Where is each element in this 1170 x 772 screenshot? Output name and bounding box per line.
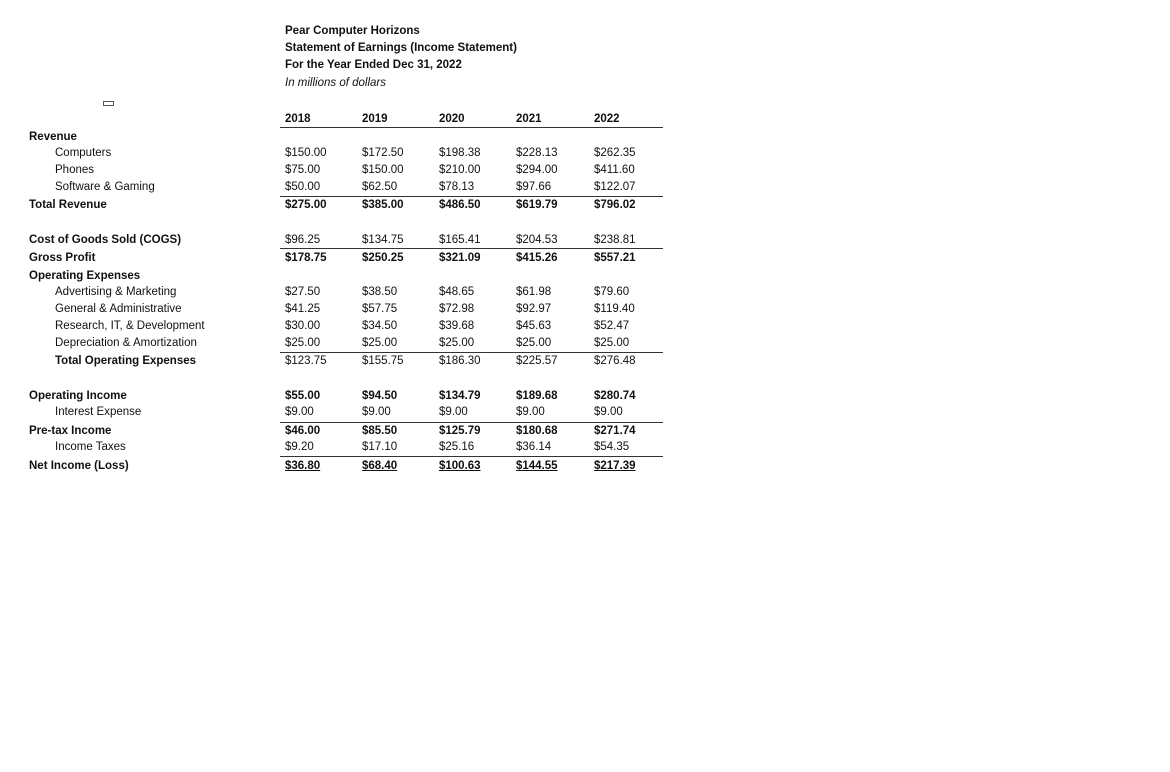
cell-interest-expense-2020: $9.00: [439, 406, 468, 418]
cell-gross-profit-2018: $178.75: [285, 252, 327, 264]
row-label-income-taxes: Income Taxes: [55, 441, 126, 453]
cell-net-income-loss-2021: $144.55: [516, 460, 558, 472]
cell-income-taxes-2021: $36.14: [516, 441, 552, 453]
cell-pre-tax-income-2018: $46.00: [285, 425, 321, 437]
cell-operating-income-2019: $94.50: [362, 390, 398, 402]
rule-above-gross-profit: [280, 248, 663, 249]
cell-total-operating-expenses-2018: $123.75: [285, 355, 327, 367]
cell-phones-2018: $75.00: [285, 164, 321, 176]
cell-net-income-loss-2018: $36.80: [285, 460, 321, 472]
rule-above-net-income-loss: [280, 456, 663, 457]
cell-total-revenue-2020: $486.50: [439, 199, 481, 211]
cell-cost-of-goods-sold-cogs-2022: $238.81: [594, 234, 636, 246]
cell-net-income-loss-2019: $68.40: [362, 460, 398, 472]
cell-total-operating-expenses-2022: $276.48: [594, 355, 636, 367]
cell-advertising-marketing-2022: $79.60: [594, 286, 630, 298]
cell-gross-profit-2021: $415.26: [516, 252, 558, 264]
cell-research-it-development-2019: $34.50: [362, 320, 398, 332]
units-label: In millions of dollars: [285, 77, 386, 89]
statement-title: Statement of Earnings (Income Statement): [285, 42, 517, 54]
cell-phones-2020: $210.00: [439, 164, 481, 176]
header-rule: [280, 127, 663, 128]
row-label-operating-income: Operating Income: [29, 390, 127, 402]
row-label-cost-of-goods-sold-cogs: Cost of Goods Sold (COGS): [29, 234, 182, 246]
year-header-2022: 2022: [594, 113, 620, 125]
row-label-operating-expenses: Operating Expenses: [29, 270, 141, 282]
row-label-total-revenue: Total Revenue: [29, 199, 107, 211]
cell-cost-of-goods-sold-cogs-2020: $165.41: [439, 234, 481, 246]
cell-advertising-marketing-2020: $48.65: [439, 286, 475, 298]
cell-general-administrative-2021: $92.97: [516, 303, 552, 315]
cell-income-taxes-2022: $54.35: [594, 441, 630, 453]
year-header-2018: 2018: [285, 113, 311, 125]
cell-cost-of-goods-sold-cogs-2018: $96.25: [285, 234, 321, 246]
cell-computers-2018: $150.00: [285, 147, 327, 159]
cell-phones-2022: $411.60: [594, 164, 635, 176]
cell-research-it-development-2022: $52.47: [594, 320, 630, 332]
cell-pre-tax-income-2022: $271.74: [594, 425, 636, 437]
cell-total-revenue-2022: $796.02: [594, 199, 636, 211]
row-label-pre-tax-income: Pre-tax Income: [29, 425, 112, 437]
cell-depreciation-amortization-2022: $25.00: [594, 337, 630, 349]
cell-advertising-marketing-2021: $61.98: [516, 286, 552, 298]
row-label-net-income-loss: Net Income (Loss): [29, 460, 129, 472]
row-label-gross-profit: Gross Profit: [29, 252, 96, 264]
cell-net-income-loss-2022: $217.39: [594, 460, 636, 472]
cell-operating-income-2022: $280.74: [594, 390, 636, 402]
cell-operating-income-2021: $189.68: [516, 390, 558, 402]
row-label-revenue: Revenue: [29, 131, 77, 143]
row-label-advertising-marketing: Advertising & Marketing: [55, 286, 177, 298]
year-header-2019: 2019: [362, 113, 388, 125]
cell-gross-profit-2019: $250.25: [362, 252, 404, 264]
cell-interest-expense-2019: $9.00: [362, 406, 391, 418]
cell-software-gaming-2019: $62.50: [362, 181, 398, 193]
cell-cost-of-goods-sold-cogs-2019: $134.75: [362, 234, 404, 246]
cell-computers-2020: $198.38: [439, 147, 481, 159]
cell-computers-2019: $172.50: [362, 147, 404, 159]
row-label-software-gaming: Software & Gaming: [55, 181, 155, 193]
cell-software-gaming-2020: $78.13: [439, 181, 475, 193]
row-label-interest-expense: Interest Expense: [55, 406, 142, 418]
row-label-total-operating-expenses: Total Operating Expenses: [55, 355, 197, 367]
cell-total-operating-expenses-2019: $155.75: [362, 355, 404, 367]
cell-computers-2022: $262.35: [594, 147, 636, 159]
cell-depreciation-amortization-2021: $25.00: [516, 337, 552, 349]
cell-general-administrative-2019: $57.75: [362, 303, 398, 315]
company-name: Pear Computer Horizons: [285, 25, 420, 37]
cell-computers-2021: $228.13: [516, 147, 558, 159]
cell-software-gaming-2018: $50.00: [285, 181, 321, 193]
cell-interest-expense-2018: $9.00: [285, 406, 314, 418]
cell-pre-tax-income-2021: $180.68: [516, 425, 558, 437]
cell-depreciation-amortization-2020: $25.00: [439, 337, 475, 349]
cell-gross-profit-2022: $557.21: [594, 252, 636, 264]
cell-research-it-development-2018: $30.00: [285, 320, 321, 332]
cell-general-administrative-2018: $41.25: [285, 303, 321, 315]
cell-general-administrative-2020: $72.98: [439, 303, 475, 315]
row-label-depreciation-amortization: Depreciation & Amortization: [55, 337, 197, 349]
year-header-2020: 2020: [439, 113, 465, 125]
cell-total-revenue-2019: $385.00: [362, 199, 404, 211]
cell-total-revenue-2018: $275.00: [285, 199, 327, 211]
cell-operating-income-2018: $55.00: [285, 390, 321, 402]
rule-above-total-operating-expenses: [280, 352, 663, 353]
year-header-2021: 2021: [516, 113, 542, 125]
cell-income-taxes-2020: $25.16: [439, 441, 475, 453]
row-label-phones: Phones: [55, 164, 95, 176]
cell-income-taxes-2019: $17.10: [362, 441, 398, 453]
cell-general-administrative-2022: $119.40: [594, 303, 635, 315]
cell-advertising-marketing-2019: $38.50: [362, 286, 398, 298]
cell-income-taxes-2018: $9.20: [285, 441, 314, 453]
cell-marker-icon: [103, 101, 114, 106]
rule-above-total-revenue: [280, 196, 663, 197]
cell-research-it-development-2021: $45.63: [516, 320, 552, 332]
cell-total-operating-expenses-2020: $186.30: [439, 355, 481, 367]
cell-advertising-marketing-2018: $27.50: [285, 286, 321, 298]
cell-depreciation-amortization-2019: $25.00: [362, 337, 398, 349]
cell-pre-tax-income-2020: $125.79: [439, 425, 481, 437]
cell-gross-profit-2020: $321.09: [439, 252, 481, 264]
cell-net-income-loss-2020: $100.63: [439, 460, 481, 472]
cell-software-gaming-2021: $97.66: [516, 181, 552, 193]
cell-phones-2021: $294.00: [516, 164, 558, 176]
row-label-research-it-development: Research, IT, & Development: [55, 320, 205, 332]
cell-phones-2019: $150.00: [362, 164, 404, 176]
cell-interest-expense-2022: $9.00: [594, 406, 623, 418]
cell-total-operating-expenses-2021: $225.57: [516, 355, 558, 367]
cell-depreciation-amortization-2018: $25.00: [285, 337, 321, 349]
cell-research-it-development-2020: $39.68: [439, 320, 475, 332]
rule-above-pre-tax-income: [280, 422, 663, 423]
row-label-computers: Computers: [55, 147, 112, 159]
row-label-general-administrative: General & Administrative: [55, 303, 182, 315]
cell-total-revenue-2021: $619.79: [516, 199, 558, 211]
cell-operating-income-2020: $134.79: [439, 390, 481, 402]
cell-cost-of-goods-sold-cogs-2021: $204.53: [516, 234, 558, 246]
cell-software-gaming-2022: $122.07: [594, 181, 636, 193]
period-label: For the Year Ended Dec 31, 2022: [285, 59, 462, 71]
cell-pre-tax-income-2019: $85.50: [362, 425, 398, 437]
cell-interest-expense-2021: $9.00: [516, 406, 545, 418]
